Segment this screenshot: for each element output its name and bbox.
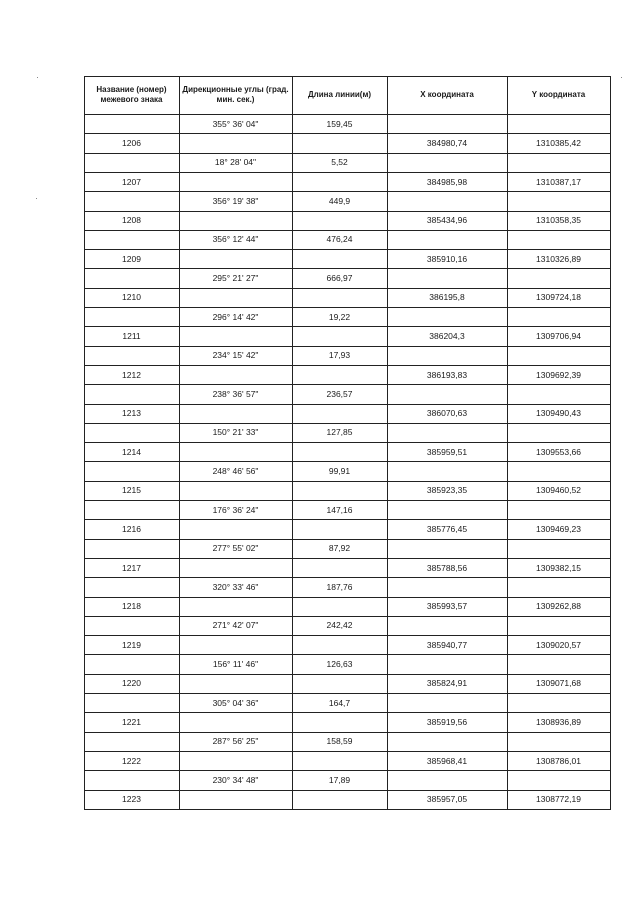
row-divider (84, 268, 611, 269)
x-coordinate-cell: 386204,3 (429, 330, 465, 341)
scan-speck (36, 198, 37, 199)
row-divider (84, 442, 611, 443)
x-coordinate-cell: 385940,77 (426, 639, 468, 650)
x-coordinate-cell: 386070,63 (426, 408, 468, 419)
header-name: Название (номер) межевого знака (96, 85, 167, 104)
x-coordinate-cell: 386195,8 (429, 292, 465, 303)
row-divider (84, 172, 611, 173)
x-coordinate-cell: 385993,57 (426, 601, 468, 612)
point-name-cell: 1223 (122, 794, 141, 805)
row-divider (84, 539, 611, 540)
point-name-cell: 1207 (122, 176, 141, 187)
direction-angle-cell: 234° 15' 42" (212, 350, 259, 361)
row-divider (84, 770, 611, 771)
direction-angle-cell: 287° 56' 25" (212, 736, 259, 747)
line-length-cell: 126,63 (326, 659, 353, 670)
point-name-cell: 1219 (122, 639, 141, 650)
y-coordinate-cell: 1309382,15 (536, 562, 581, 573)
row-divider (84, 133, 611, 134)
line-length-cell: 242,42 (326, 620, 353, 631)
row-divider (84, 751, 611, 752)
x-coordinate-cell: 385957,05 (426, 794, 468, 805)
row-divider (84, 712, 611, 713)
y-coordinate-cell: 1308786,01 (536, 755, 581, 766)
line-length-cell: 164,7 (328, 697, 351, 708)
y-coordinate-cell: 1310385,42 (536, 137, 581, 148)
row-divider (84, 249, 611, 250)
x-coordinate-cell: 385776,45 (426, 523, 468, 534)
line-length-cell: 5,52 (331, 157, 348, 168)
row-divider (84, 423, 611, 424)
line-length-cell: 476,24 (326, 234, 353, 245)
row-divider (84, 365, 611, 366)
row-divider (84, 693, 611, 694)
y-coordinate-cell: 1309724,18 (536, 292, 581, 303)
direction-angle-cell: 295° 21' 27" (212, 273, 259, 284)
point-name-cell: 1221 (122, 716, 141, 727)
table-border-top (84, 76, 611, 77)
direction-angle-cell: 355° 36' 04" (212, 118, 259, 129)
row-divider (84, 307, 611, 308)
x-coordinate-cell: 385434,96 (426, 215, 468, 226)
line-length-cell: 158,59 (326, 736, 353, 747)
y-coordinate-cell: 1310358,35 (536, 215, 581, 226)
line-length-cell: 17,93 (328, 350, 351, 361)
column-divider-0 (84, 76, 85, 810)
scan-speck (37, 77, 38, 78)
x-coordinate-cell: 385919,56 (426, 716, 468, 727)
line-length-cell: 187,76 (326, 581, 353, 592)
y-coordinate-cell: 1310326,89 (536, 253, 581, 264)
point-name-cell: 1218 (122, 601, 141, 612)
line-length-cell: 99,91 (328, 466, 351, 477)
row-divider (84, 326, 611, 327)
line-length-cell: 19,22 (328, 311, 351, 322)
direction-angle-cell: 296° 14' 42" (212, 311, 259, 322)
line-length-cell: 87,92 (328, 543, 351, 554)
y-coordinate-cell: 1309020,57 (536, 639, 581, 650)
direction-angle-cell: 238° 36' 57" (212, 388, 259, 399)
direction-angle-cell: 305° 04' 36" (212, 697, 259, 708)
header-x: X координата (420, 90, 474, 99)
line-length-cell: 127,85 (326, 427, 353, 438)
row-divider (84, 597, 611, 598)
row-divider (84, 790, 611, 791)
x-coordinate-cell: 385788,56 (426, 562, 468, 573)
row-divider (84, 384, 611, 385)
y-coordinate-cell: 1309553,66 (536, 446, 581, 457)
y-coordinate-cell: 1308772,19 (536, 794, 581, 805)
column-divider-3 (387, 76, 388, 810)
column-divider-5 (610, 76, 611, 810)
x-coordinate-cell: 385959,51 (426, 446, 468, 457)
point-name-cell: 1220 (122, 678, 141, 689)
x-coordinate-cell: 385910,16 (426, 253, 468, 264)
y-coordinate-cell: 1309706,94 (536, 330, 581, 341)
direction-angle-cell: 230° 34' 48" (212, 774, 259, 785)
y-coordinate-cell: 1310387,17 (536, 176, 581, 187)
row-divider (84, 674, 611, 675)
point-name-cell: 1222 (122, 755, 141, 766)
row-divider (84, 230, 611, 231)
x-coordinate-cell: 386193,83 (426, 369, 468, 380)
point-name-cell: 1217 (122, 562, 141, 573)
row-divider (84, 635, 611, 636)
row-divider (84, 654, 611, 655)
direction-angle-cell: 277° 55' 02" (212, 543, 259, 554)
y-coordinate-cell: 1309460,52 (536, 485, 581, 496)
direction-angle-cell: 271° 42' 07" (212, 620, 259, 631)
x-coordinate-cell: 384980,74 (426, 137, 468, 148)
point-name-cell: 1208 (122, 215, 141, 226)
row-divider (84, 500, 611, 501)
scan-speck (621, 77, 622, 78)
point-name-cell: 1211 (122, 330, 141, 341)
point-name-cell: 1209 (122, 253, 141, 264)
row-divider (84, 732, 611, 733)
line-length-cell: 666,97 (326, 273, 353, 284)
row-divider (84, 288, 611, 289)
point-name-cell: 1214 (122, 446, 141, 457)
line-length-cell: 449,9 (328, 195, 351, 206)
direction-angle-cell: 248° 46' 56" (212, 466, 259, 477)
direction-angle-cell: 320° 33' 46" (212, 581, 259, 592)
x-coordinate-cell: 384985,98 (426, 176, 468, 187)
direction-angle-cell: 176° 36' 24" (212, 504, 259, 515)
y-coordinate-cell: 1309469,23 (536, 523, 581, 534)
point-name-cell: 1212 (122, 369, 141, 380)
row-divider (84, 404, 611, 405)
y-coordinate-cell: 1309262,88 (536, 601, 581, 612)
x-coordinate-cell: 385968,41 (426, 755, 468, 766)
row-divider (84, 461, 611, 462)
direction-angle-cell: 156° 11' 46" (212, 659, 259, 670)
row-divider (84, 577, 611, 578)
point-name-cell: 1216 (122, 523, 141, 534)
row-divider (84, 153, 611, 154)
row-divider (84, 616, 611, 617)
line-length-cell: 17,89 (328, 774, 351, 785)
header-y: Y координата (531, 90, 586, 99)
line-length-cell: 159,45 (326, 118, 353, 129)
y-coordinate-cell: 1309692,39 (536, 369, 581, 380)
row-divider (84, 191, 611, 192)
line-length-cell: 236,57 (326, 388, 353, 399)
direction-angle-cell: 356° 19' 38" (212, 195, 259, 206)
column-divider-4 (507, 76, 508, 810)
x-coordinate-cell: 385824,91 (426, 678, 468, 689)
point-name-cell: 1213 (122, 408, 141, 419)
x-coordinate-cell: 385923,35 (426, 485, 468, 496)
direction-angle-cell: 150° 21' 33" (212, 427, 259, 438)
y-coordinate-cell: 1309071,68 (536, 678, 581, 689)
y-coordinate-cell: 1309490,43 (536, 408, 581, 419)
row-divider (84, 558, 611, 559)
row-divider (84, 211, 611, 212)
column-divider-1 (179, 76, 180, 810)
row-divider (84, 809, 611, 810)
direction-angle-cell: 356° 12' 44" (212, 234, 259, 245)
row-divider (84, 346, 611, 347)
point-name-cell: 1206 (122, 137, 141, 148)
y-coordinate-cell: 1308936,89 (536, 716, 581, 727)
row-divider (84, 481, 611, 482)
point-name-cell: 1215 (122, 485, 141, 496)
header-length: Длина линии(м) (307, 90, 372, 99)
line-length-cell: 147,16 (326, 504, 353, 515)
header-divider (84, 114, 611, 115)
column-divider-2 (292, 76, 293, 810)
direction-angle-cell: 18° 28' 04" (214, 157, 257, 168)
point-name-cell: 1210 (122, 292, 141, 303)
header-angle: Дирекционные углы (град. мин. сек.) (182, 85, 289, 104)
row-divider (84, 519, 611, 520)
